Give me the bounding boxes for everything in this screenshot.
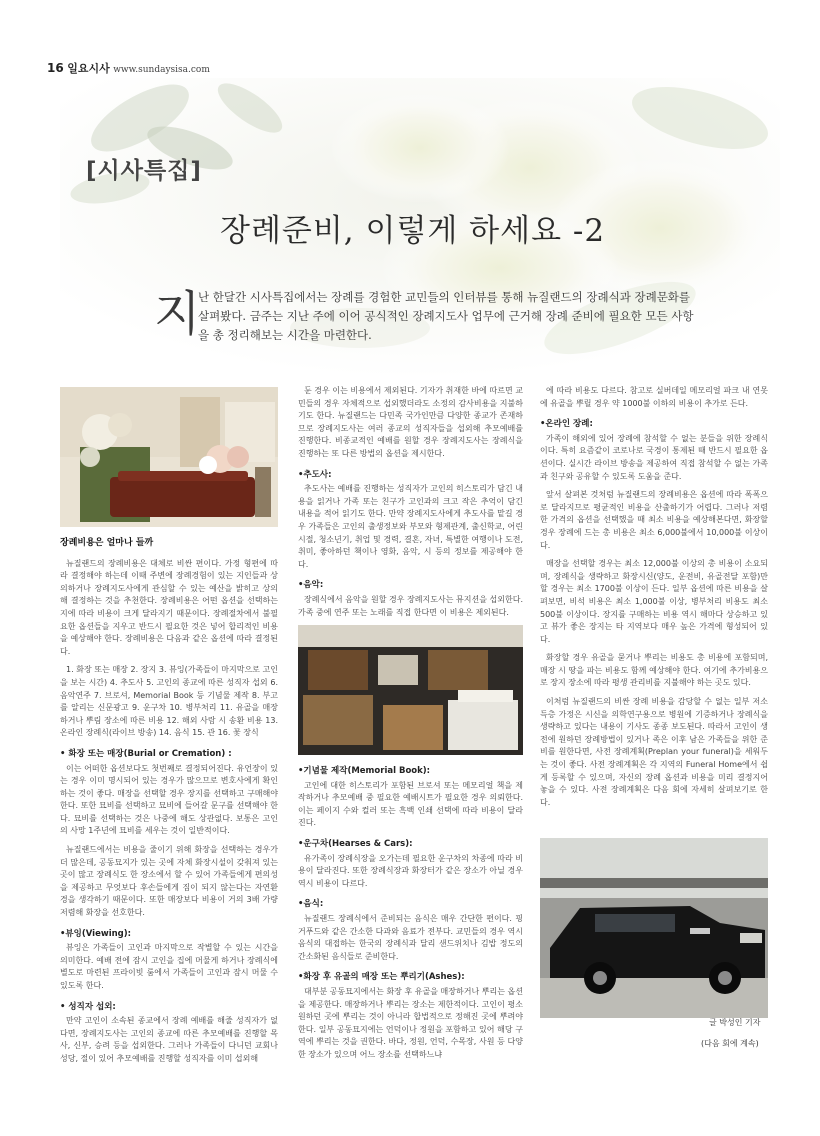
lead-paragraph: 난 한달간 시사특집에서는 장례를 경험한 교민들의 인터뷰를 통해 뉴질랜드의 장례식과 장례문화를 살펴봤다. 금주는 지난 주에 이어 공식적인 장례지도사 업무에 근거해 장례 준비에 필요한 모든 사항을 총 정리해보는 시간을 마련한다. — [198, 290, 694, 342]
page-header — [47, 60, 210, 76]
continued-note: (다음 회에 계속) — [701, 1039, 759, 1048]
subheading-eulogy: •추도사: — [298, 469, 332, 480]
casket-photo — [60, 387, 278, 527]
col1-paragraph: 뉴질랜드에서는 비용을 줄이기 위해 화장을 선택하는 경우가 더 많은데, 공동묘지가 있는 곳에 자체 화장시설이 갖춰져 있는 곳이 많고 장례식도 한 장소에서 할 수 있어 가족들에게 편의성을 제공하고 무엇보다 후손들에게 짐이 되지 않는다는 자연환경을 생각하기 때문이다. 또한 매장보다 비용이 거의 3배 가량 저렴해 화장을 선호한다. — [60, 845, 278, 918]
col3-paragraph: 에 따라 비용도 다르다. 참고로 실버데일 메모리얼 파크 내 연못에 유골을 뿌릴 경우 약 1000불 이하의 비용이 추가로 든다. — [540, 386, 768, 408]
col3-paragraph: 화장할 경우 유골을 묻거나 뿌리는 비용도 총 비용에 포함되며, 매장 시 땅을 파는 비용도 함께 예상해야 한다. 여기에 추가비용으로 장지 장소에 따라 평생 관리비를 지불해야 하는 곳도 있다. — [540, 653, 768, 688]
col3-paragraph: 가족이 해외에 있어 장례에 참석할 수 없는 분들을 위한 장례식이다. 특히 요즘같이 코로나로 국경이 통제된 때 반드시 필요한 옵션이다. 실시간 라이브 방송을 제공하여 직접 참석할 수 없는 가족과 친구와 공유할 수 있도록 도움을 준다. — [540, 433, 768, 481]
subheading-online: •온라인 장례: — [540, 419, 593, 430]
heading-cost: 장례비용은 얼마나 들까 — [60, 538, 154, 548]
col1-paragraph: 뷰잉은 가족들이 고인과 마지막으로 작별할 수 있는 시간을 의미한다. 예배 전에 잠시 고인을 집에 머물게 하거나 장례식에 별도로 마련된 프라이빗 룸에서 가족들이 고인과 잠시 머물 수 있도록 한다. — [60, 943, 278, 990]
page-number: 16 — [47, 61, 64, 75]
lead-drop-cap: 지 — [154, 286, 201, 342]
hearse-car-photo — [540, 838, 768, 1018]
publication-url[interactable]: www.sundaysisa.com — [113, 65, 210, 75]
col1-paragraph: 만약 고인이 소속된 종교에서 장례 예배를 해줄 성직자가 없다면, 장례지도사는 고인의 종교에 따른 추모예배를 진행할 목사, 신부, 승려 등을 섭외한다. 그러나 가족들이 다니던 교회나 성당, 절이 있어 추모예배를 진행할 성직자를 이미 섭외해 — [60, 1016, 278, 1063]
col2-paragraph: 뉴질랜드 장례식에서 준비되는 음식은 매우 간단한 편이다. 핑거푸드와 같은 간소한 다과와 음료가 전부다. 교민들의 경우 역시 음식의 대접하는 한국의 장례식과 달리 샌드위치나 김밥 정도의 간소화된 음식들로 준비한다. — [298, 914, 523, 961]
col2-paragraph: 추도사는 예배를 진행하는 성직자가 고인의 히스토리가 담긴 내용을 읽거나 가족 또는 친구가 고인과의 크고 작은 추억이 담긴 내용을 적어 읽기도 한다. 만약 장례지도사에게 추도사를 맡길 경우 가족들은 고인의 출생정보와 부모와 형제관계, 출신학교, 어린시절, 청소년기, 취업 및 경력, 결혼, 자녀, 특별한 여행이나 도전, 취미, 좋아하던 책이나 영화, 음악, 시 등의 정보를 제공해야 한다. — [298, 484, 523, 569]
col3-paragraph: 매장을 선택할 경우는 최소 12,000불 이상의 총 비용이 소요되며, 장례식을 생략하고 화장시신(양도, 운전비, 유골전달 포함)만 할 경우는 최소 1700불 이상이 든다. 일부 옵션에 따른 비용을 살펴보면, 비석 비용은 최소 1,000불 이상, 병부처리 비용도 최소 500불 이상이다. 장지를 구매하는 비용 역시 해마다 상승하고 있고 뷰가 좋은 장지는 타 지역보다 매우 높은 가격에 형성되어 있다. — [540, 559, 768, 644]
article-title: 장례준비, 이렇게 하세요 -2 — [220, 213, 606, 249]
col3-paragraph: 이처럼 뉴질랜드의 비싼 장례 비용을 감당할 수 없는 일부 저소득층 가정은 시신을 의학연구용으로 병원에 기증하거나 장례식을 생략하고 있다는 내용이 기사도 종종 보도된다. 따라서 고인이 생전에 원하던 장례방법이 있거나 족은 이후 남은 가족들을 위한 준비를 원한다면, 사전 장례계획(Preplan your funeral)을 세워두는 것이 좋다. 사전 장례계획은 각 지역의 Funeral Home에서 쉽게 등록할 수 있으며, 자신의 장례 옵션과 비용을 미리 결정지어 놓을 수 있다. 사전 장례계획은 다음 회에 자세히 살펴보기로 한다. — [540, 697, 768, 807]
col2-paragraph: 유가족이 장례식장을 오가는데 필요한 운구차의 차종에 따라 비용이 달라진다. 또한 장례식장과 화장터가 같은 장소가 아닐 경우 역시 비용이 다르다. — [298, 853, 523, 888]
col2-paragraph: 둔 경우 이는 비용에서 제외된다. 기자가 취재한 바에 따르면 교민들의 경우 자체적으로 섭외했더라도 소정의 감사비용을 지불하기도 한다. 뉴질랜드는 다민족 국가인만큼 다양한 종교가 존재하므로 장례지도사는 여러 종교의 성직자들을 섭외해 추모예배를 진행한다. 비종교적인 예배를 원할 경우 장례지도사는 장례식을 진행하는 또 다른 방법의 옵션을 제시한다. — [298, 386, 523, 458]
col2-paragraph: 대부분 공동묘지에서는 화장 후 유골을 매장하거나 뿌리는 옵션을 제공한다. 매장하거나 뿌리는 장소는 제한적이다. 고인이 평소 원하던 곳에 뿌리는 것이 아니라 합법적으로 정해진 곳에 뿌려야한다. 일부 공동묘지에는 언덕이나 정원을 포함하고 있어 해당 구역에 뿌리는 것을 권한다. 바다, 정원, 언덕, 수목장, 사원 등 다양한 장소가 있으며 어느 장소를 선택하느냐 — [298, 987, 523, 1059]
col1-option-list: 1. 화장 또는 매장 2. 장지 3. 뷰잉(가족들이 마지막으로 고인을 보는 시간) 4. 추도사 5. 고인의 종교에 따른 성직자 섭외 6. 음악연주 7. 브로셔, Memorial Book 등 기념물 제작 8. 부고를 알리는 신문광고 9. 운구차 10. 병부처리 11. 유골을 매장하거나 뿌림 장소에 따른 비용 12. 해외 사람 시 송환 비용 13. 온라인 장례식(라이브 방송) 14. 음식 15. 관 16. 꽃 장식 — [60, 665, 278, 738]
subheading-hearse: •운구차(Hearses & Cars): — [298, 839, 413, 850]
subheading-viewing: •뷰잉(Viewing): — [60, 928, 132, 939]
publication-name: 일요시사 — [67, 62, 110, 75]
col1-paragraph: 뉴질랜드의 장례비용은 대체로 비싼 편이다. 가정 형편에 따라 결정해야 하는데 이때 주변에 장례경험이 있는 지인들과 상의하거나 장례지도사에게 관심할 수 있는 예산을 밝히고 상의해 결정하는 것을 추천한다. 장례비용은 어떤 옵션을 선택하는지에 따라 비용이 크게 달라지기 때문이다. 장례절차에서 불필요한 옵션들을 지우고 반드시 필요한 것은 넣어 합리적인 비용을 예상해야 한다. 장례비용은 다음과 같은 옵션에 따라 결정된다. — [60, 558, 278, 656]
subheading-ashes: •화장 후 유골의 매장 또는 뿌리기(Ashes): — [298, 972, 465, 983]
col3-paragraph: 앞서 살펴본 것처럼 뉴질랜드의 장례비용은 옵션에 따라 폭폭으로 달라지므로 평균적인 비용을 산출하기가 어렵다. 그러나 저렴한 가격의 옵션을 선택했을 때 최소 비용을 예상해본다면, 화장할 경우 장례에 드는 총 비용은 최소 6,000불에서 10,000불 이상이다. — [540, 490, 768, 550]
column-1 — [60, 385, 278, 1075]
author-credit: 글 박성인 기자 — [709, 1018, 761, 1027]
subheading-clergy: • 성직자 섭외: — [60, 1001, 116, 1012]
subheading-food: •음식: — [298, 899, 324, 910]
col2-paragraph: 장례식에서 음악을 원할 경우 장례지도사는 뮤지션을 섭외한다. 가족 중에 연주 또는 노래를 직접 한다면 이 비용은 제외된다. — [298, 594, 523, 617]
subheading-music: •음악: — [298, 580, 324, 591]
section-tag: [시사특집] — [86, 158, 202, 184]
col1-paragraph: 이는 어떠한 옵션보다도 첫번째로 결정되어진다. 유언장이 있는 경우 이미 명시되어 있는 경우가 많으므로 변호사에게 확인하는 것이 좋다. 매장을 선택할 경우 장지를 선택하고 구매해야 한다. 또한 묘비를 선택하고 묘비에 들어갈 문구를 선택해야 한다. 묘비를 선택하는 것은 나중에 해도 상관없다. 보통은 고인의 사망 1주년에 묘비를 세우는 것이 일반적이다. — [60, 763, 278, 836]
col2-paragraph: 고인에 대한 히스토리가 포함된 브로셔 또는 메모리얼 책을 제작하거나 추모예배 중 필요한 예배시트가 필요한 경우 의뢰한다. 이는 페이지 수와 컬러 또는 흑백 인쇄 선택에 따라 비용이 달라진다. — [298, 780, 523, 828]
subheading-memorial: •기념물 제작(Memorial Book): — [298, 766, 431, 777]
casket-showroom-photo — [298, 625, 523, 755]
column-2 — [298, 385, 523, 1085]
column-3 — [540, 385, 768, 835]
subheading-burial: • 화장 또는 매장(Burial or Cremation) : — [60, 748, 232, 759]
